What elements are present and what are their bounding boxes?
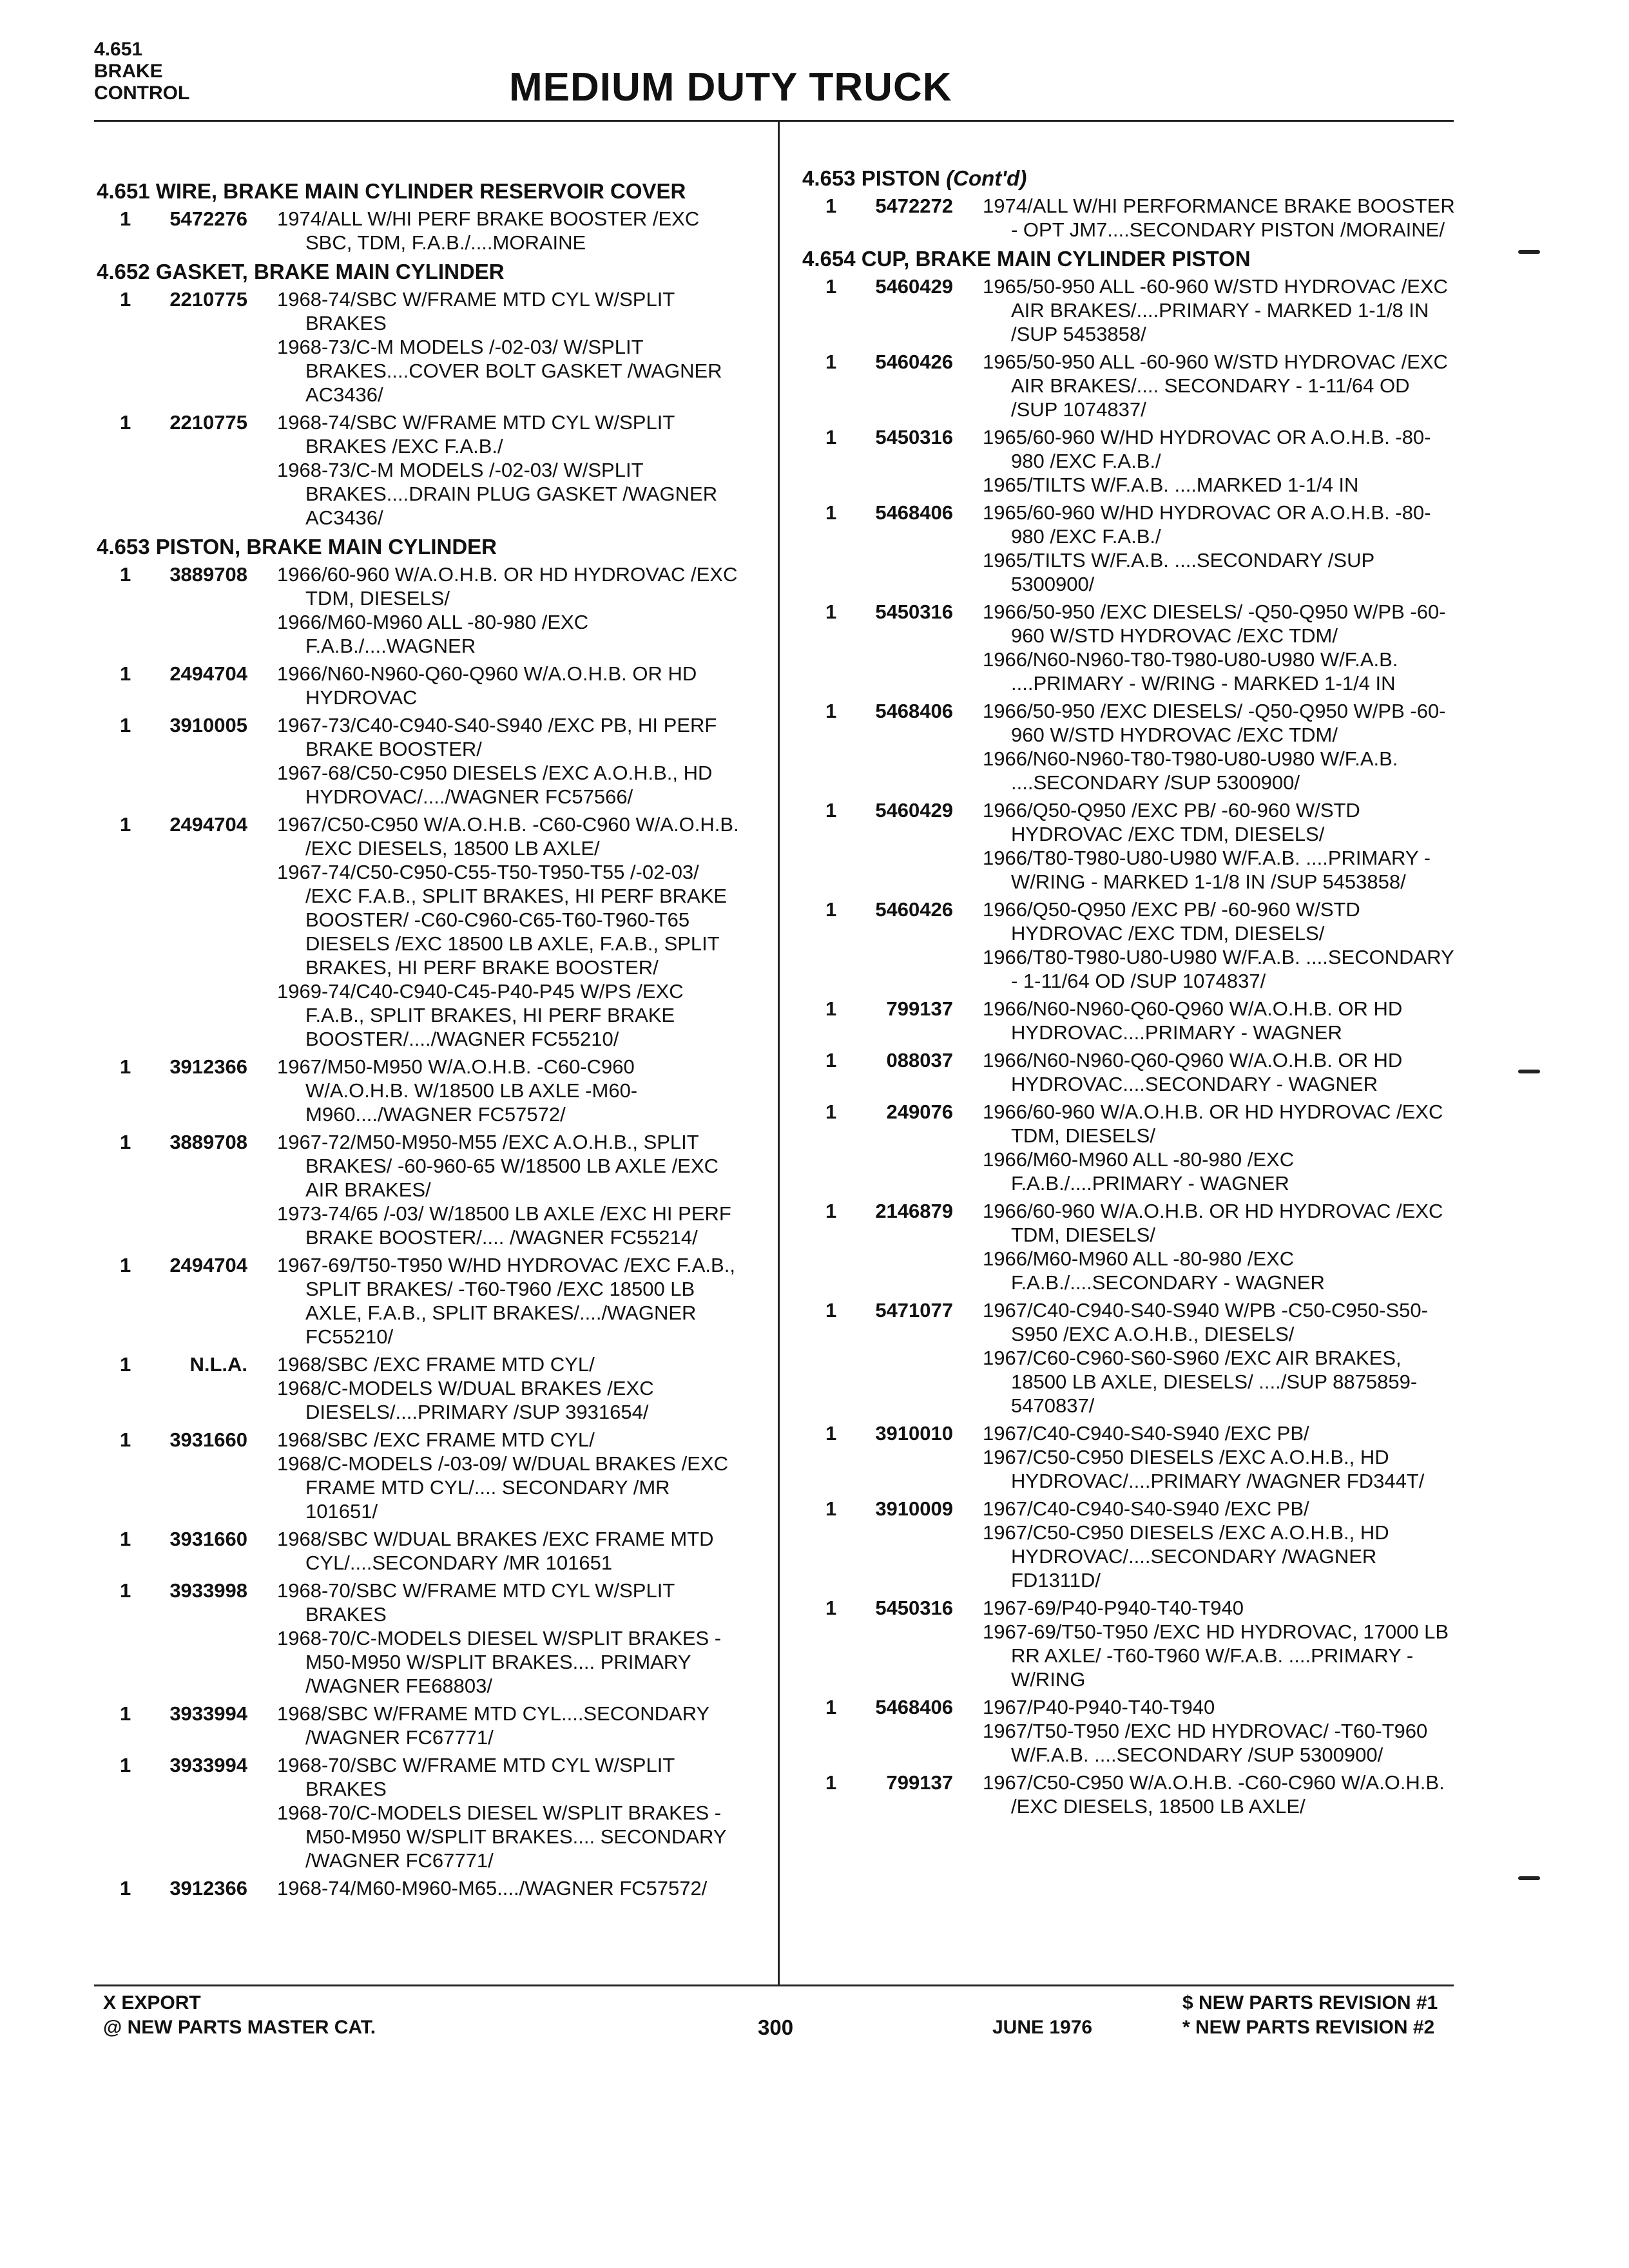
section-heading-text: 4.653 PISTON (802, 166, 941, 190)
description-line: 1967/C50-C950 DIESELS /EXC A.O.H.B., HD HYDROVAC/....PRIMARY /WAGNER FD344T/ (983, 1446, 1425, 1492)
description-line: 1968/SBC W/DUAL BRAKES /EXC FRAME MTD CYL/....SECONDARY /MR 101651 (277, 1528, 714, 1574)
entry-part-number: 2210775 (169, 411, 247, 434)
description-line: 1965/60-960 W/HD HYDROVAC OR A.O.H.B. -80-980 /EXC F.A.B./ (983, 426, 1431, 472)
description-line: 1967-73/C40-C940-S40-S940 /EXC PB, HI PERF BRAKE BOOSTER/ (277, 714, 717, 760)
entry-description (983, 501, 1460, 596)
entry-quantity: 1 (120, 1528, 131, 1550)
entry-description (277, 287, 741, 407)
parts-entry (802, 600, 1460, 695)
entry-description (277, 1702, 741, 1749)
entry-quantity: 1 (825, 351, 837, 373)
entry-part-number: 3889708 (169, 563, 247, 586)
entry-part-number: 3933994 (169, 1754, 247, 1776)
section-heading (97, 179, 741, 203)
entry-description (277, 1876, 741, 1900)
footer-export: X EXPORT (103, 1992, 201, 2013)
description-line: 1967/T50-T950 /EXC HD HYDROVAC/ -T60-T960 W/F.A.B. ....SECONDARY /SUP 5300900/ (983, 1720, 1428, 1766)
description-line: 1965/50-950 ALL -60-960 W/STD HYDROVAC /EXC AIR BRAKES/.... SECONDARY - 1-11/64 OD /SUP 1074837/ (983, 351, 1448, 421)
entry-part-number: 5468406 (875, 700, 953, 722)
entry-part-number: 5450316 (875, 601, 953, 623)
entry-quantity: 1 (120, 1055, 131, 1078)
entry-part-number: 5450316 (875, 1597, 953, 1619)
parts-entry (97, 1428, 741, 1523)
description-line: 1967-72/M50-M950-M55 /EXC A.O.H.B., SPLIT BRAKES/ -60-960-65 W/18500 LB AXLE /EXC AIR BRAKES/ (277, 1131, 719, 1201)
description-line: 1967-69/T50-T950 W/HD HYDROVAC /EXC F.A.B., SPLIT BRAKES/ -T60-T960 /EXC 18500 LB AXLE, F.A.B., SPLIT BRAKES/..../WAGNER FC55210/ (277, 1254, 735, 1348)
entry-description (277, 1527, 741, 1575)
parts-entry (802, 898, 1460, 993)
footer-rev1: $ NEW PARTS REVISION #1 (1182, 1992, 1438, 2013)
description-line: 1968/C-MODELS /-03-09/ W/DUAL BRAKES /EXC FRAME MTD CYL/.... SECONDARY /MR 101651/ (277, 1452, 729, 1523)
description-line: 1967/M50-M950 W/A.O.H.B. -C60-C960 W/A.O.H.B. W/18500 LB AXLE -M60-M960..../WAGNER FC57572/ (277, 1055, 638, 1126)
entry-description (983, 1695, 1460, 1767)
parts-entry (97, 713, 741, 809)
description-line: 1967/C50-C950 W/A.O.H.B. -C60-C960 W/A.O.H.B. /EXC DIESELS, 18500 LB AXLE/ (277, 813, 739, 860)
section-heading (802, 247, 1460, 271)
parts-entry (802, 997, 1460, 1044)
bottom-divider (94, 1984, 1454, 1986)
description-line: 1966/M60-M960 ALL -80-980 /EXC F.A.B./....SECONDARY - WAGNER (983, 1247, 1325, 1294)
entry-description (983, 1100, 1460, 1195)
description-line: 1968-70/SBC W/FRAME MTD CYL W/SPLIT BRAKES (277, 1754, 675, 1800)
entry-description (277, 1352, 741, 1424)
parts-entry (802, 798, 1460, 894)
entry-quantity: 1 (120, 1702, 131, 1725)
description-line: 1966/M60-M960 ALL -80-980 /EXC F.A.B./....WAGNER (277, 611, 589, 657)
description-line: 1966/N60-N960-T80-T980-U80-U980 W/F.A.B. ....SECONDARY /SUP 5300900/ (983, 747, 1398, 794)
entry-part-number: 3933998 (169, 1579, 247, 1602)
description-line: 1968-70/SBC W/FRAME MTD CYL W/SPLIT BRAKES (277, 1579, 675, 1626)
description-line: 1965/TILTS W/F.A.B. ....SECONDARY /SUP 5300900/ (983, 549, 1374, 595)
parts-entry (802, 350, 1460, 421)
description-line: 1968-73/C-M MODELS /-02-03/ W/SPLIT BRAKES....DRAIN PLUG GASKET /WAGNER AC3436/ (277, 459, 718, 529)
entry-quantity: 1 (825, 1497, 837, 1520)
entry-quantity: 1 (120, 714, 131, 736)
entry-quantity: 1 (825, 1200, 837, 1222)
parts-entry (97, 1702, 741, 1749)
description-line: 1968-70/C-MODELS DIESEL W/SPLIT BRAKES -M50-M950 W/SPLIT BRAKES.... PRIMARY /WAGNER FE68803/ (277, 1627, 722, 1697)
description-line: 1974/ALL W/HI PERF BRAKE BOOSTER /EXC SBC, TDM, F.A.B./....MORAINE (277, 207, 700, 254)
description-line: 1967/C60-C960-S60-S960 /EXC AIR BRAKES, 18500 LB AXLE, DIESELS/ ..../SUP 8875859-5470837/ (983, 1347, 1418, 1417)
entry-quantity: 1 (825, 898, 837, 921)
entry-part-number: 5471077 (875, 1299, 953, 1321)
description-line: 1966/60-960 W/A.O.H.B. OR HD HYDROVAC /EXC TDM, DIESELS/ (983, 1200, 1443, 1246)
entry-part-number: 5460426 (875, 898, 953, 921)
parts-entry (802, 1497, 1460, 1592)
parts-entry (802, 425, 1460, 497)
entry-description (277, 1253, 741, 1349)
section-line: BRAKE (94, 61, 163, 82)
entry-part-number: 3910005 (169, 714, 247, 736)
parts-entry (802, 1100, 1460, 1195)
description-line: 1968/SBC /EXC FRAME MTD CYL/ (277, 1353, 595, 1376)
description-line: 1966/M60-M960 ALL -80-980 /EXC F.A.B./....PRIMARY - WAGNER (983, 1148, 1295, 1195)
entry-quantity: 1 (825, 601, 837, 623)
description-line: 1966/N60-N960-Q60-Q960 W/A.O.H.B. OR HD HYDROVAC....PRIMARY - WAGNER (983, 997, 1403, 1044)
page-title: MEDIUM DUTY TRUCK (509, 65, 952, 110)
description-line: 1966/50-950 /EXC DIESELS/ -Q50-Q950 W/PB -60-960 W/STD HYDROVAC /EXC TDM/ (983, 700, 1446, 746)
entry-quantity: 1 (825, 997, 837, 1020)
entry-quantity: 1 (120, 1131, 131, 1153)
section-line: 4.651 (94, 39, 143, 60)
entry-quantity: 1 (120, 662, 131, 685)
entry-quantity: 1 (120, 1754, 131, 1776)
entry-description (277, 1130, 741, 1249)
parts-entry (802, 1771, 1460, 1818)
entry-part-number: 3910009 (875, 1497, 953, 1520)
description-line: 1965/50-950 ALL -60-960 W/STD HYDROVAC /EXC AIR BRAKES/....PRIMARY - MARKED 1-1/8 IN /SUP 5453858/ (983, 275, 1448, 345)
description-line: 1967/C40-C940-S40-S940 /EXC PB/ (983, 1497, 1309, 1520)
entry-description (983, 1421, 1460, 1493)
entry-quantity: 1 (120, 288, 131, 311)
description-line: 1968-74/M60-M960-M65..../WAGNER FC57572/ (277, 1877, 708, 1899)
entry-quantity: 1 (825, 501, 837, 524)
description-line: 1973-74/65 /-03/ W/18500 LB AXLE /EXC HI PERF BRAKE BOOSTER/.... /WAGNER FC55214/ (277, 1202, 731, 1249)
footer-new-master: @ NEW PARTS MASTER CAT. (103, 2017, 376, 2038)
description-line: 1968/SBC /EXC FRAME MTD CYL/ (277, 1428, 595, 1451)
parts-entry (97, 1876, 741, 1900)
entry-part-number: 3912366 (169, 1055, 247, 1078)
entry-quantity: 1 (120, 207, 131, 230)
description-line: 1965/TILTS W/F.A.B. ....MARKED 1-1/4 IN (983, 474, 1359, 496)
entry-part-number: 5472272 (875, 195, 953, 217)
description-line: 1967-74/C50-C950-C55-T50-T950-T55 /-02-03/ /EXC F.A.B., SPLIT BRAKES, HI PERF BRAKE BOOSTER/ -C60-C960-C65-T60-T960-T65 DIESELS /EXC 18500 LB AXLE, F.A.B., SPLIT BRAKES, HI PERF BRAKE BOOSTER/ (277, 861, 728, 979)
entry-description (277, 812, 741, 1051)
description-line: 1968/C-MODELS W/DUAL BRAKES /EXC DIESELS/....PRIMARY /SUP 3931654/ (277, 1377, 654, 1423)
entry-quantity: 1 (120, 1877, 131, 1899)
entry-part-number: 2494704 (169, 1254, 247, 1276)
entry-description (983, 600, 1460, 695)
parts-entry (97, 1753, 741, 1872)
description-line: 1966/Q50-Q950 /EXC PB/ -60-960 W/STD HYDROVAC /EXC TDM, DIESELS/ (983, 799, 1360, 845)
footer-legend-right (1182, 1991, 1438, 2040)
footer-rev2: * NEW PARTS REVISION #2 (1182, 2017, 1435, 2038)
description-line: 1966/60-960 W/A.O.H.B. OR HD HYDROVAC /EXC TDM, DIESELS/ (277, 563, 738, 610)
entry-quantity: 1 (825, 195, 837, 217)
entry-quantity: 1 (120, 1353, 131, 1376)
column-divider (778, 121, 780, 1984)
left-column (97, 174, 741, 1904)
parts-entry (97, 662, 741, 709)
parts-entry (802, 1421, 1460, 1493)
parts-entry (802, 1048, 1460, 1096)
description-line: 1968-70/C-MODELS DIESEL W/SPLIT BRAKES -M50-M950 W/SPLIT BRAKES.... SECONDARY /WAGNER FC67771/ (277, 1802, 726, 1872)
top-divider (94, 120, 1454, 122)
entry-description (983, 274, 1460, 346)
entry-description (277, 562, 741, 658)
entry-quantity: 1 (120, 813, 131, 836)
entry-part-number: 3912366 (169, 1877, 247, 1899)
margin-tick-mark (1518, 1876, 1540, 1880)
entry-description (277, 207, 741, 255)
description-line: 1968/SBC W/FRAME MTD CYL....SECONDARY /WAGNER FC67771/ (277, 1702, 709, 1749)
entry-description (983, 1048, 1460, 1096)
section-heading-text: 4.652 GASKET, BRAKE MAIN CYLINDER (97, 260, 505, 284)
parts-entry (802, 699, 1460, 794)
description-line: 1974/ALL W/HI PERFORMANCE BRAKE BOOSTER - OPT JM7....SECONDARY PISTON /MORAINE/ (983, 195, 1455, 241)
description-line: 1967/C50-C950 W/A.O.H.B. -C60-C960 W/A.O.H.B. /EXC DIESELS, 18500 LB AXLE/ (983, 1771, 1445, 1818)
entry-part-number: 5460426 (875, 351, 953, 373)
entry-quantity: 1 (825, 1696, 837, 1718)
parts-entry (97, 287, 741, 407)
section-code (94, 39, 189, 104)
section-heading (97, 535, 741, 559)
entry-description (983, 1199, 1460, 1294)
entry-quantity: 1 (825, 1597, 837, 1619)
description-line: 1968-73/C-M MODELS /-02-03/ W/SPLIT BRAKES....COVER BOLT GASKET /WAGNER AC3436/ (277, 336, 722, 406)
entry-description (983, 798, 1460, 894)
entry-part-number: 3931660 (169, 1528, 247, 1550)
parts-entry (97, 1253, 741, 1349)
description-line: 1969-74/C40-C940-C45-P40-P45 W/PS /EXC F.A.B., SPLIT BRAKES, HI PERF BRAKE BOOSTER/..../WAGNER FC55210/ (277, 980, 684, 1050)
entry-part-number: 3931660 (169, 1428, 247, 1451)
entry-part-number: 799137 (886, 997, 953, 1020)
entry-description (983, 699, 1460, 794)
description-line: 1966/60-960 W/A.O.H.B. OR HD HYDROVAC /EXC TDM, DIESELS/ (983, 1100, 1443, 1147)
entry-part-number: 2210775 (169, 288, 247, 311)
section-heading-text: 4.653 PISTON, BRAKE MAIN CYLINDER (97, 535, 497, 559)
entry-description (277, 1055, 741, 1126)
parts-entry (97, 1579, 741, 1698)
section-line: CONTROL (94, 82, 190, 104)
entry-description (277, 713, 741, 809)
entry-quantity: 1 (120, 563, 131, 586)
parts-entry (802, 1199, 1460, 1294)
parts-entry (802, 194, 1460, 242)
parts-entry (97, 207, 741, 255)
description-line: 1967/C50-C950 DIESELS /EXC A.O.H.B., HD HYDROVAC/....SECONDARY /WAGNER FD1311D/ (983, 1521, 1389, 1591)
description-line: 1967/C40-C940-S40-S940 /EXC PB/ (983, 1422, 1309, 1445)
description-line: 1968-74/SBC W/FRAME MTD CYL W/SPLIT BRAKES /EXC F.A.B./ (277, 411, 675, 457)
description-line: 1966/N60-N960-Q60-Q960 W/A.O.H.B. OR HD HYDROVAC....SECONDARY - WAGNER (983, 1049, 1403, 1095)
description-line: 1966/Q50-Q950 /EXC PB/ -60-960 W/STD HYDROVAC /EXC TDM, DIESELS/ (983, 898, 1360, 945)
parts-entry (802, 1596, 1460, 1691)
section-heading (97, 260, 741, 284)
entry-part-number: 2494704 (169, 662, 247, 685)
footer-legend-left (103, 1991, 376, 2040)
section-heading-text: 4.651 WIRE, BRAKE MAIN CYLINDER RESERVOIR COVER (97, 179, 686, 203)
entry-part-number: 5460429 (875, 275, 953, 298)
parts-entry (97, 1055, 741, 1126)
description-line: 1966/N60-N960-T80-T980-U80-U980 W/F.A.B. ....PRIMARY - W/RING - MARKED 1-1/4 IN (983, 648, 1398, 695)
parts-entry (97, 1527, 741, 1575)
entry-description (983, 194, 1460, 242)
entry-part-number: 799137 (886, 1771, 953, 1794)
entry-part-number: 5468406 (875, 501, 953, 524)
entry-part-number: 2146879 (875, 1200, 953, 1222)
description-line: 1968-74/SBC W/FRAME MTD CYL W/SPLIT BRAKES (277, 288, 675, 334)
entry-quantity: 1 (120, 1254, 131, 1276)
description-line: 1967/P40-P940-T40-T940 (983, 1696, 1215, 1718)
entry-quantity: 1 (120, 1428, 131, 1451)
page-number: 300 (758, 2015, 794, 2039)
entry-description (277, 662, 741, 709)
entry-description (983, 1596, 1460, 1691)
parts-entry (97, 562, 741, 658)
section-heading-suffix: (Cont'd) (946, 166, 1027, 190)
entry-part-number: N.L.A. (189, 1353, 247, 1376)
section-heading-text: 4.654 CUP, BRAKE MAIN CYLINDER PISTON (802, 247, 1251, 271)
description-line: 1966/N60-N960-Q60-Q960 W/A.O.H.B. OR HD HYDROVAC (277, 662, 697, 709)
description-line: 1966/T80-T980-U80-U980 W/F.A.B. ....PRIMARY - W/RING - MARKED 1-1/8 IN /SUP 5453858/ (983, 847, 1431, 893)
entry-description (277, 410, 741, 530)
entry-description (277, 1579, 741, 1698)
parts-entry (97, 812, 741, 1051)
entry-quantity: 1 (825, 1771, 837, 1794)
entry-part-number: 5468406 (875, 1696, 953, 1718)
description-line: 1965/60-960 W/HD HYDROVAC OR A.O.H.B. -80-980 /EXC F.A.B./ (983, 501, 1431, 548)
entry-quantity: 1 (825, 1049, 837, 1072)
entry-part-number: 3933994 (169, 1702, 247, 1725)
margin-tick-mark (1518, 1070, 1540, 1073)
entry-quantity: 1 (825, 1100, 837, 1123)
entry-part-number: 3910010 (875, 1422, 953, 1445)
entry-description (983, 997, 1460, 1044)
entry-part-number: 3889708 (169, 1131, 247, 1153)
entry-quantity: 1 (120, 411, 131, 434)
entry-part-number: 5450316 (875, 426, 953, 448)
footer-date: JUNE 1976 (992, 2017, 1093, 2038)
entry-quantity: 1 (825, 1422, 837, 1445)
description-line: 1966/T80-T980-U80-U980 W/F.A.B. ....SECONDARY - 1-11/64 OD /SUP 1074837/ (983, 946, 1454, 992)
entry-quantity: 1 (120, 1579, 131, 1602)
parts-entry (802, 274, 1460, 346)
description-line: 1966/50-950 /EXC DIESELS/ -Q50-Q950 W/PB -60-960 W/STD HYDROVAC /EXC TDM/ (983, 601, 1446, 647)
entry-quantity: 1 (825, 700, 837, 722)
parts-entry (97, 410, 741, 530)
entry-quantity: 1 (825, 799, 837, 822)
section-heading (802, 166, 1460, 190)
parts-entry (97, 1130, 741, 1249)
entry-description (983, 1298, 1460, 1418)
margin-tick-mark (1518, 250, 1540, 254)
entry-quantity: 1 (825, 275, 837, 298)
parts-entry (802, 1298, 1460, 1418)
parts-entry (802, 1695, 1460, 1767)
entry-description (983, 1497, 1460, 1592)
entry-part-number: 088037 (886, 1049, 953, 1072)
entry-quantity: 1 (825, 426, 837, 448)
entry-part-number: 5472276 (169, 207, 247, 230)
entry-part-number: 249076 (886, 1100, 953, 1123)
description-line: 1967/C40-C940-S40-S940 W/PB -C50-C950-S50-S950 /EXC A.O.H.B., DIESELS/ (983, 1299, 1428, 1345)
parts-entry (97, 1352, 741, 1424)
entry-description (983, 425, 1460, 497)
parts-entry (802, 501, 1460, 596)
entry-part-number: 2494704 (169, 813, 247, 836)
entry-description (983, 1771, 1460, 1818)
description-line: 1967-69/T50-T950 /EXC HD HYDROVAC, 17000 LB RR AXLE/ -T60-T960 W/F.A.B. ....PRIMARY - W/RING (983, 1620, 1449, 1691)
entry-description (277, 1753, 741, 1872)
entry-description (277, 1428, 741, 1523)
entry-part-number: 5460429 (875, 799, 953, 822)
right-column (802, 161, 1460, 1822)
description-line: 1967-69/P40-P940-T40-T940 (983, 1597, 1244, 1619)
entry-quantity: 1 (825, 1299, 837, 1321)
entry-description (983, 898, 1460, 993)
description-line: 1967-68/C50-C950 DIESELS /EXC A.O.H.B., HD HYDROVAC/..../WAGNER FC57566/ (277, 762, 713, 808)
entry-description (983, 350, 1460, 421)
